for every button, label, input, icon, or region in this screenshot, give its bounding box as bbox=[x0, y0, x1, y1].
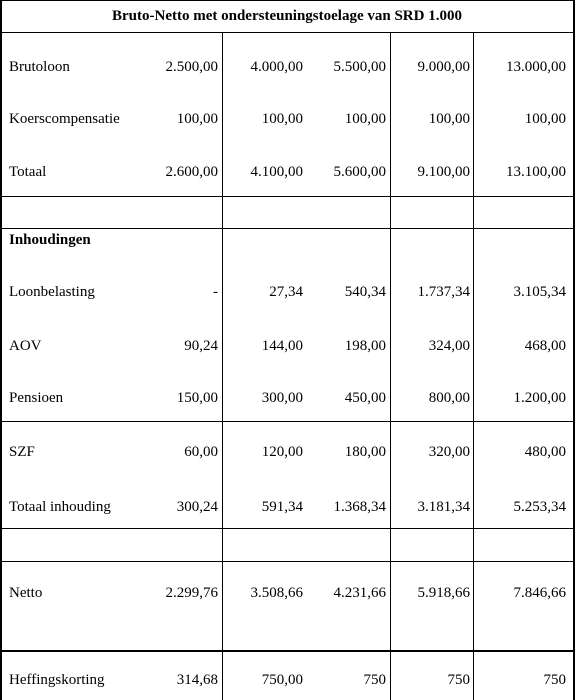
value-cell: 100,00 bbox=[428, 111, 470, 127]
table-border-right bbox=[573, 0, 575, 700]
value-cell: 324,00 bbox=[428, 338, 470, 354]
value-cell: 13.000,00 bbox=[506, 59, 566, 75]
table-rule-horizontal bbox=[0, 228, 574, 229]
row-label: Totaal inhouding bbox=[9, 499, 111, 515]
row-label: AOV bbox=[9, 338, 42, 354]
value-cell: 27,34 bbox=[269, 284, 303, 300]
row-label: Heffingskorting bbox=[9, 672, 105, 688]
row-label: Inhoudingen bbox=[9, 232, 91, 248]
table-border-left bbox=[0, 0, 2, 700]
row-label: SZF bbox=[9, 444, 35, 460]
value-cell: 450,00 bbox=[344, 390, 386, 406]
row-label: Brutoloon bbox=[9, 59, 70, 75]
table-rule-horizontal bbox=[0, 561, 574, 562]
value-cell: 100,00 bbox=[344, 111, 386, 127]
value-cell: 13.100,00 bbox=[506, 164, 566, 180]
value-cell: 750 bbox=[363, 672, 386, 688]
table-rule-vertical bbox=[473, 32, 474, 700]
value-cell: 9.100,00 bbox=[417, 164, 470, 180]
value-cell: 4.000,00 bbox=[250, 59, 303, 75]
value-cell: 540,34 bbox=[344, 284, 386, 300]
value-cell: 591,34 bbox=[261, 499, 303, 515]
value-cell: 750 bbox=[447, 672, 470, 688]
value-cell: 5.918,66 bbox=[417, 585, 470, 601]
value-cell: 1.737,34 bbox=[417, 284, 470, 300]
value-cell: 800,00 bbox=[428, 390, 470, 406]
value-cell: 144,00 bbox=[261, 338, 303, 354]
value-cell: 60,00 bbox=[184, 444, 218, 460]
value-cell: 7.846,66 bbox=[513, 585, 566, 601]
value-cell: 9.000,00 bbox=[417, 59, 470, 75]
value-cell: 2.299,76 bbox=[165, 585, 218, 601]
value-cell: 750 bbox=[543, 672, 566, 688]
row-label: Pensioen bbox=[9, 390, 64, 406]
row-label: Totaal bbox=[9, 164, 47, 180]
table-rule-vertical bbox=[390, 32, 391, 700]
table-rule-vertical bbox=[222, 32, 223, 700]
value-cell: 150,00 bbox=[176, 390, 218, 406]
value-cell: 1.368,34 bbox=[333, 499, 386, 515]
value-cell: 5.253,34 bbox=[513, 499, 566, 515]
table-rule-horizontal bbox=[0, 421, 574, 422]
value-cell: 100,00 bbox=[261, 111, 303, 127]
value-cell: 314,68 bbox=[176, 672, 218, 688]
value-cell: 468,00 bbox=[524, 338, 566, 354]
value-cell: 300,24 bbox=[176, 499, 218, 515]
value-cell: 4.100,00 bbox=[250, 164, 303, 180]
row-label: Koerscompensatie bbox=[9, 111, 120, 127]
value-cell: 3.508,66 bbox=[250, 585, 303, 601]
table-rule-horizontal bbox=[0, 0, 574, 1]
table-title: Bruto-Netto met ondersteuningstoelage van SRD 1.000 bbox=[112, 7, 462, 24]
value-cell: - bbox=[213, 284, 218, 300]
value-cell: 320,00 bbox=[428, 444, 470, 460]
value-cell: 300,00 bbox=[261, 390, 303, 406]
table-rule-horizontal bbox=[0, 528, 574, 529]
value-cell: 2.500,00 bbox=[165, 59, 218, 75]
value-cell: 198,00 bbox=[344, 338, 386, 354]
value-cell: 3.105,34 bbox=[513, 284, 566, 300]
row-label: Netto bbox=[9, 585, 43, 601]
value-cell: 180,00 bbox=[344, 444, 386, 460]
value-cell: 90,24 bbox=[184, 338, 218, 354]
value-cell: 750,00 bbox=[261, 672, 303, 688]
value-cell: 5.500,00 bbox=[333, 59, 386, 75]
value-cell: 100,00 bbox=[176, 111, 218, 127]
value-cell: 3.181,34 bbox=[417, 499, 470, 515]
table-rule-horizontal bbox=[0, 32, 574, 33]
table-rule-horizontal bbox=[0, 196, 574, 197]
value-cell: 120,00 bbox=[261, 444, 303, 460]
value-cell: 2.600,00 bbox=[165, 164, 218, 180]
value-cell: 4.231,66 bbox=[333, 585, 386, 601]
value-cell: 1.200,00 bbox=[513, 390, 566, 406]
value-cell: 100,00 bbox=[524, 111, 566, 127]
value-cell: 480,00 bbox=[524, 444, 566, 460]
table-rule-horizontal bbox=[0, 650, 574, 652]
row-label: Loonbelasting bbox=[9, 284, 95, 300]
value-cell: 5.600,00 bbox=[333, 164, 386, 180]
